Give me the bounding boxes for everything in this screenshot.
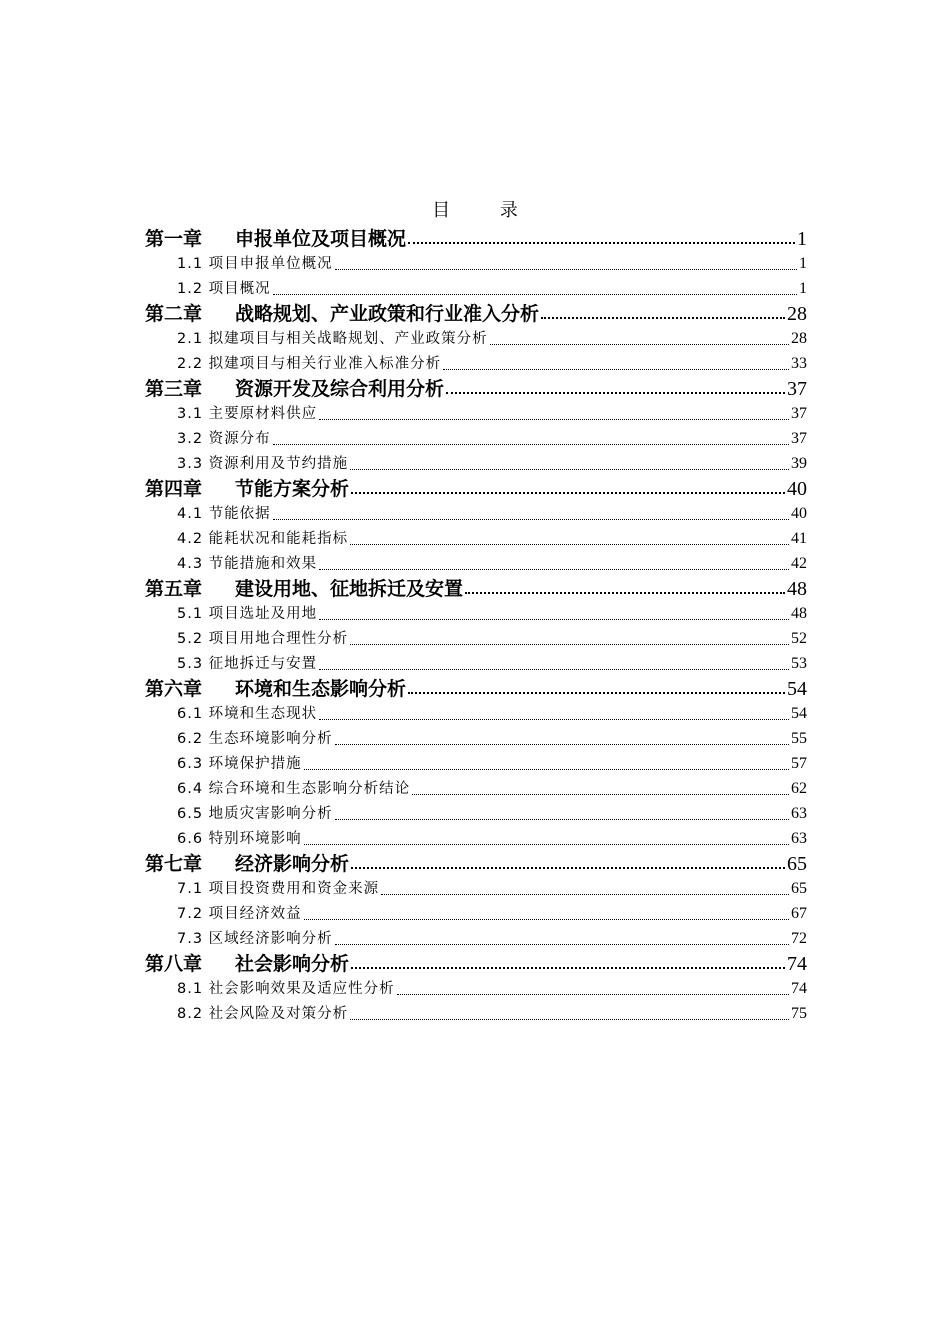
page-number: 67 — [791, 905, 807, 922]
section-number: 8.2 — [177, 1006, 204, 1022]
toc-entry-label — [177, 704, 317, 724]
section-number: 6.6 — [177, 831, 204, 847]
toc-entry-label — [177, 879, 379, 899]
dot-leader — [412, 794, 789, 795]
page-number: 41 — [791, 530, 807, 547]
toc-section-entry[interactable] — [145, 749, 807, 774]
dot-leader — [397, 994, 789, 995]
dot-leader — [350, 469, 789, 470]
dot-leader — [446, 392, 785, 394]
page-number: 37 — [787, 378, 807, 399]
section-number: 3.1 — [177, 406, 204, 422]
page-number: 1 — [797, 228, 807, 249]
dot-leader — [273, 294, 797, 295]
section-title: 项目用地合理性分析 — [208, 631, 349, 647]
dot-leader — [351, 492, 785, 494]
page-number: 54 — [787, 678, 807, 699]
section-title: 社会影响效果及适应性分析 — [208, 981, 395, 997]
toc-entry-label — [177, 629, 348, 649]
toc-section-entry[interactable] — [145, 524, 807, 549]
dot-leader — [319, 419, 789, 420]
toc-section-entry[interactable] — [145, 424, 807, 449]
section-title: 区域经济影响分析 — [208, 931, 333, 947]
dot-leader — [319, 719, 789, 720]
section-title: 社会风险及对策分析 — [208, 1006, 349, 1022]
dot-leader — [304, 919, 789, 920]
chapter-title: 资源开发及综合利用分析 — [235, 378, 445, 399]
toc-entry-label — [177, 429, 271, 449]
section-title: 综合环境和生态影响分析结论 — [208, 781, 411, 797]
toc-section-entry[interactable] — [145, 499, 807, 524]
toc-entry-label — [177, 454, 348, 474]
toc-chapter-entry[interactable] — [145, 474, 807, 499]
toc-chapter-entry[interactable] — [145, 574, 807, 599]
page-number: 62 — [791, 780, 807, 797]
toc-entry-label — [145, 579, 463, 599]
section-number: 5.3 — [177, 656, 204, 672]
section-number: 4.1 — [177, 506, 204, 522]
section-number: 3.3 — [177, 456, 204, 472]
section-number: 7.2 — [177, 906, 204, 922]
toc-chapter-entry[interactable] — [145, 299, 807, 324]
toc-entry-label — [177, 354, 441, 374]
section-number: 5.2 — [177, 631, 204, 647]
section-number: 4.3 — [177, 556, 204, 572]
toc-section-entry[interactable] — [145, 999, 807, 1024]
page-number: 74 — [787, 953, 807, 974]
toc-entry-label — [177, 979, 395, 999]
chapter-title: 战略规划、产业政策和行业准入分析 — [235, 303, 540, 324]
toc-entry-label — [177, 554, 317, 574]
section-number: 7.3 — [177, 931, 204, 947]
page-number: 37 — [791, 405, 807, 422]
section-title: 资源利用及节约措施 — [208, 456, 349, 472]
section-title: 环境保护措施 — [208, 756, 302, 772]
toc-chapter-entry[interactable] — [145, 949, 807, 974]
dot-leader — [408, 242, 795, 244]
dot-leader — [351, 967, 785, 969]
section-title: 项目概况 — [208, 281, 271, 297]
section-number: 5.1 — [177, 606, 204, 622]
toc-entry-label — [177, 279, 271, 299]
section-title: 项目申报单位概况 — [208, 256, 333, 272]
toc-entry-label — [177, 779, 410, 799]
page-number: 40 — [791, 505, 807, 522]
chapter-number: 第六章 — [145, 678, 203, 699]
page-number: 1 — [799, 255, 807, 272]
toc-list — [145, 224, 807, 1024]
dot-leader — [350, 544, 789, 545]
dot-leader — [350, 644, 789, 645]
page-number: 75 — [791, 1005, 807, 1022]
toc-entry-label — [177, 829, 302, 849]
section-title: 节能依据 — [208, 506, 271, 522]
toc-entry-label — [177, 604, 317, 624]
section-title: 拟建项目与相关战略规划、产业政策分析 — [208, 331, 488, 347]
toc-chapter-entry[interactable] — [145, 224, 807, 249]
section-number: 6.5 — [177, 806, 204, 822]
toc-entry-label — [177, 329, 488, 349]
section-number: 3.2 — [177, 431, 204, 447]
dot-leader — [541, 317, 785, 319]
section-number: 6.3 — [177, 756, 204, 772]
page-number: 72 — [791, 930, 807, 947]
dot-leader — [465, 592, 785, 594]
toc-chapter-entry[interactable] — [145, 374, 807, 399]
section-title: 生态环境影响分析 — [208, 731, 333, 747]
dot-leader — [304, 769, 789, 770]
section-title: 资源分布 — [208, 431, 271, 447]
toc-section-entry[interactable] — [145, 324, 807, 349]
dot-leader — [319, 669, 789, 670]
dot-leader — [350, 1019, 789, 1020]
page-number: 40 — [787, 478, 807, 499]
section-number: 2.1 — [177, 331, 204, 347]
toc-section-entry[interactable] — [145, 249, 807, 274]
page-number: 63 — [791, 830, 807, 847]
chapter-title: 建设用地、征地拆迁及安置 — [235, 578, 464, 599]
toc-section-entry[interactable] — [145, 724, 807, 749]
section-title: 主要原材料供应 — [208, 406, 318, 422]
toc-entry-label — [177, 754, 302, 774]
toc-entry-label — [177, 1004, 348, 1024]
page-number: 1 — [799, 280, 807, 297]
toc-section-entry[interactable] — [145, 624, 807, 649]
chapter-number: 第五章 — [145, 578, 203, 599]
section-title: 特别环境影响 — [208, 831, 302, 847]
dot-leader — [351, 867, 785, 869]
section-number: 8.1 — [177, 981, 204, 997]
toc-entry-label — [177, 929, 333, 949]
section-title: 项目经济效益 — [208, 906, 302, 922]
section-title: 环境和生态现状 — [208, 706, 318, 722]
chapter-number: 第二章 — [145, 303, 203, 324]
toc-section-entry[interactable] — [145, 799, 807, 824]
dot-leader — [273, 444, 789, 445]
page-number: 33 — [791, 355, 807, 372]
toc-entry-label — [177, 804, 333, 824]
toc-entry-label — [145, 854, 349, 874]
dot-leader — [408, 692, 785, 694]
section-number: 1.2 — [177, 281, 204, 297]
section-number: 6.1 — [177, 706, 204, 722]
toc-entry-label — [145, 479, 349, 499]
chapter-number: 第三章 — [145, 378, 203, 399]
dot-leader — [443, 369, 789, 370]
toc-section-entry[interactable] — [145, 599, 807, 624]
section-number: 6.4 — [177, 781, 204, 797]
section-number: 2.2 — [177, 356, 204, 372]
page-number: 48 — [787, 578, 807, 599]
toc-entry-label — [145, 379, 444, 399]
toc-section-entry[interactable] — [145, 924, 807, 949]
toc-entry-label — [177, 904, 302, 924]
chapter-number: 第四章 — [145, 478, 203, 499]
section-number: 7.1 — [177, 881, 204, 897]
dot-leader — [381, 894, 789, 895]
toc-entry-label — [177, 254, 333, 274]
dot-leader — [304, 844, 789, 845]
toc-entry-label — [177, 529, 348, 549]
dot-leader — [490, 344, 789, 345]
page-number: 52 — [791, 630, 807, 647]
toc-section-entry[interactable] — [145, 899, 807, 924]
section-title: 项目选址及用地 — [208, 606, 318, 622]
page-number: 39 — [791, 455, 807, 472]
toc-chapter-entry[interactable] — [145, 849, 807, 874]
section-number: 4.2 — [177, 531, 204, 547]
page-number: 63 — [791, 805, 807, 822]
toc-section-entry[interactable] — [145, 974, 807, 999]
dot-leader — [335, 819, 789, 820]
page-number: 54 — [791, 705, 807, 722]
dot-leader — [319, 619, 789, 620]
toc-section-entry[interactable] — [145, 399, 807, 424]
dot-leader — [319, 569, 789, 570]
page-number: 57 — [791, 755, 807, 772]
page-number: 55 — [791, 730, 807, 747]
section-number: 1.1 — [177, 256, 204, 272]
page-number: 74 — [791, 980, 807, 997]
page-number: 28 — [787, 303, 807, 324]
dot-leader — [335, 269, 797, 270]
chapter-title: 申报单位及项目概况 — [235, 228, 407, 249]
chapter-title: 社会影响分析 — [235, 953, 350, 974]
toc-section-entry[interactable] — [145, 874, 807, 899]
section-title: 征地拆迁与安置 — [208, 656, 318, 672]
chapter-title: 节能方案分析 — [235, 478, 350, 499]
toc-entry-label — [177, 504, 271, 524]
page-number: 37 — [791, 430, 807, 447]
page-number: 28 — [791, 330, 807, 347]
chapter-number: 第一章 — [145, 228, 203, 249]
page-number: 48 — [791, 605, 807, 622]
chapter-number: 第七章 — [145, 853, 203, 874]
chapter-title: 环境和生态影响分析 — [235, 678, 407, 699]
section-title: 节能措施和效果 — [208, 556, 318, 572]
chapter-number: 第八章 — [145, 953, 203, 974]
page-number: 53 — [791, 655, 807, 672]
section-number: 6.2 — [177, 731, 204, 747]
chapter-title: 经济影响分析 — [235, 853, 350, 874]
toc-section-entry[interactable] — [145, 774, 807, 799]
page-number: 65 — [787, 853, 807, 874]
toc-entry-label — [177, 729, 333, 749]
dot-leader — [273, 519, 789, 520]
section-title: 拟建项目与相关行业准入标准分析 — [208, 356, 442, 372]
toc-entry-label — [145, 954, 349, 974]
toc-section-entry[interactable] — [145, 824, 807, 849]
toc-section-entry[interactable] — [145, 449, 807, 474]
toc-title: 目 录 — [432, 200, 540, 221]
toc-section-entry[interactable] — [145, 549, 807, 574]
toc-entry-label — [145, 229, 406, 249]
toc-entry-label — [177, 654, 317, 674]
dot-leader — [335, 744, 789, 745]
toc-section-entry[interactable] — [145, 349, 807, 374]
toc-section-entry[interactable] — [145, 699, 807, 724]
toc-entry-label — [177, 404, 317, 424]
toc-section-entry[interactable] — [145, 274, 807, 299]
toc-section-entry[interactable] — [145, 649, 807, 674]
section-title: 能耗状况和能耗指标 — [208, 531, 349, 547]
page-number: 65 — [791, 880, 807, 897]
dot-leader — [335, 944, 789, 945]
toc-entry-label — [145, 304, 539, 324]
toc-chapter-entry[interactable] — [145, 674, 807, 699]
section-title: 项目投资费用和资金来源 — [208, 881, 380, 897]
page-number: 42 — [791, 555, 807, 572]
toc-entry-label — [145, 679, 406, 699]
section-title: 地质灾害影响分析 — [208, 806, 333, 822]
